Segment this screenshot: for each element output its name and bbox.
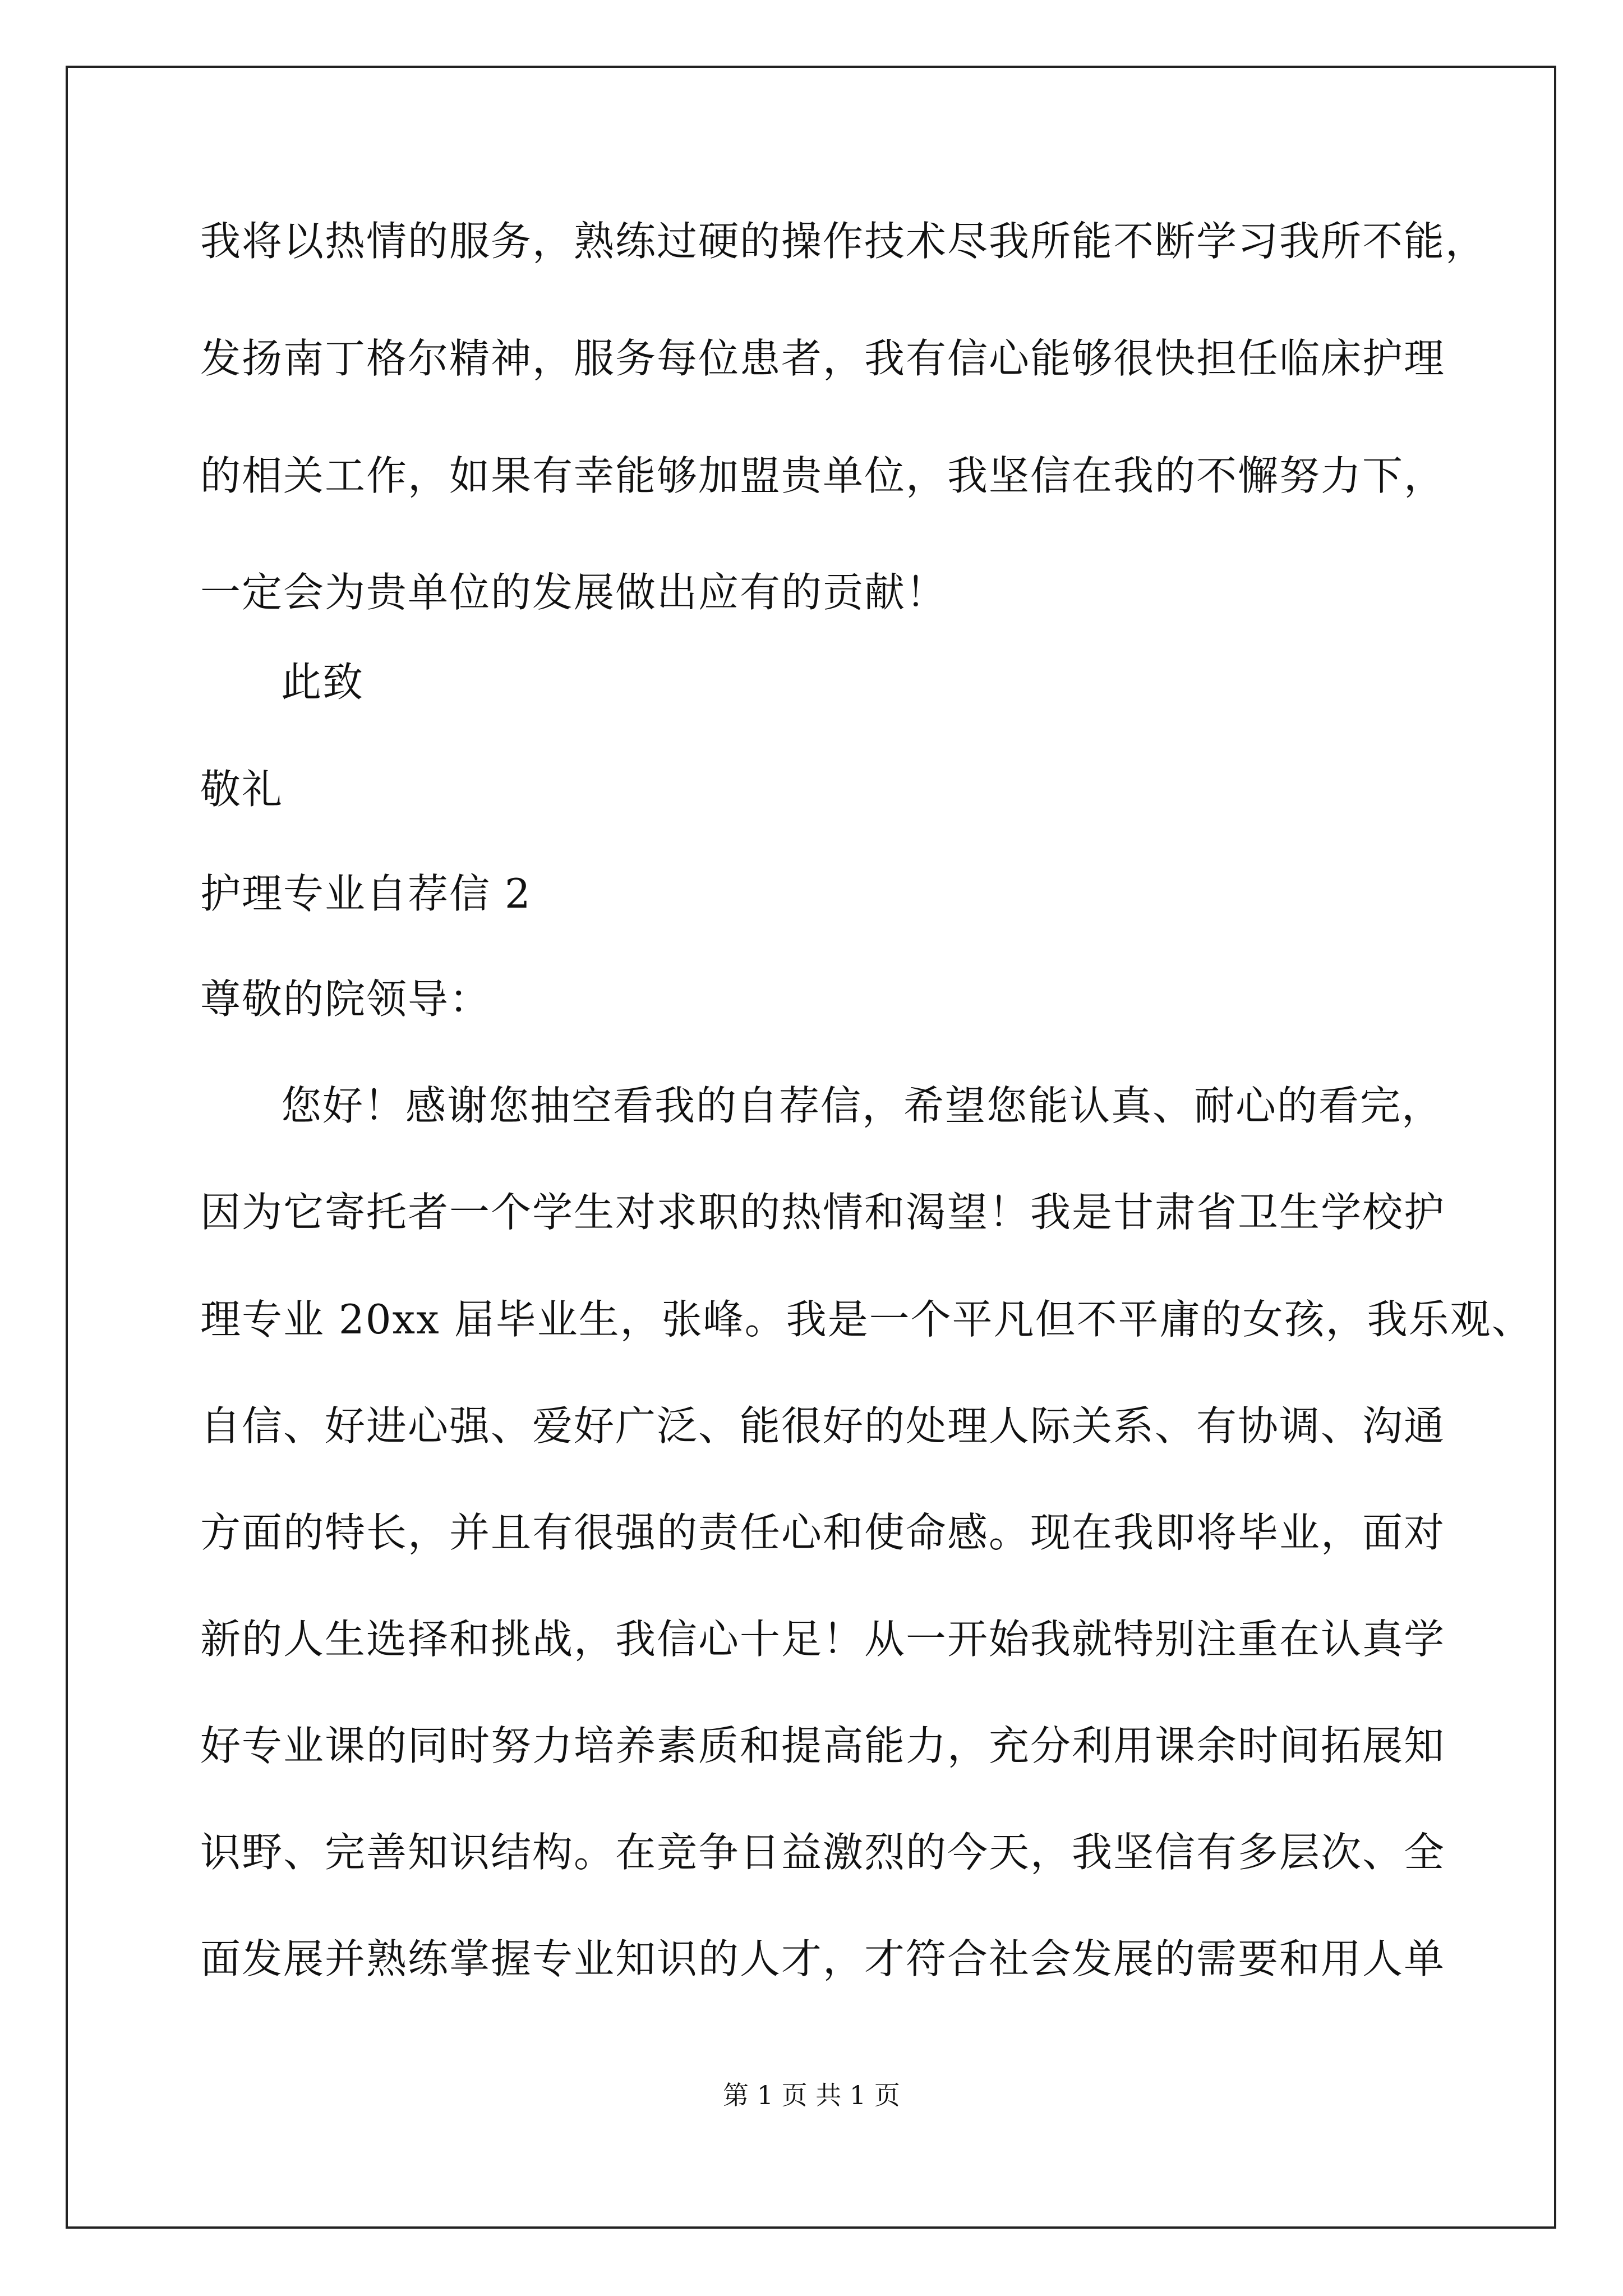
body-line: 新的人生选择和挑战，我信心十足！从一开始我就特别注重在认真学 bbox=[200, 1616, 1446, 1663]
body-line: 好专业课的同时努力培养素质和提高能力，充分利用课余时间拓展知 bbox=[200, 1722, 1446, 1769]
body-line: 理专业 20xx 届毕业生，张峰。我是一个平凡但不平庸的女孩，我乐观、 bbox=[200, 1296, 1533, 1343]
body-line: 一定会为贵单位的发展做出应有的贡献！ bbox=[200, 569, 948, 616]
body-line: 的相关工作，如果有幸能够加盟贵单位，我坚信在我的不懈努力下， bbox=[200, 452, 1446, 499]
body-line: 发扬南丁格尔精神，服务每位患者，我有信心能够很快担任临床护理 bbox=[200, 335, 1446, 382]
body-line: 您好！感谢您抽空看我的自荐信，希望您能认真、耐心的看完， bbox=[281, 1082, 1444, 1129]
body-line: 方面的特长，并且有很强的责任心和使命感。现在我即将毕业，面对 bbox=[200, 1509, 1446, 1556]
body-line: 面发展并熟练掌握专业知识的人才，才符合社会发展的需要和用人单 bbox=[200, 1935, 1446, 1982]
body-line: 自信、好进心强、爱好广泛、能很好的处理人际关系、有协调、沟通 bbox=[200, 1402, 1446, 1450]
body-line: 识野、完善知识结构。在竞争日益激烈的今天，我坚信有多层次、全 bbox=[200, 1829, 1446, 1876]
page-border bbox=[66, 66, 1556, 2229]
regards-line: 敬礼 bbox=[200, 766, 284, 813]
page-footer: 第 1 页 共 1 页 bbox=[723, 2080, 900, 2110]
greeting-line: 尊敬的院领导： bbox=[200, 976, 491, 1023]
body-line: 因为它寄托者一个学生对求职的热情和渴望！我是甘肃省卫生学校护 bbox=[200, 1189, 1446, 1236]
body-line: 我将以热情的服务，熟练过硬的操作技术尽我所能不断学习我所不能， bbox=[200, 218, 1487, 265]
section-heading: 护理专业自荐信 2 bbox=[200, 870, 532, 917]
salutation-closing: 此致 bbox=[281, 659, 365, 706]
